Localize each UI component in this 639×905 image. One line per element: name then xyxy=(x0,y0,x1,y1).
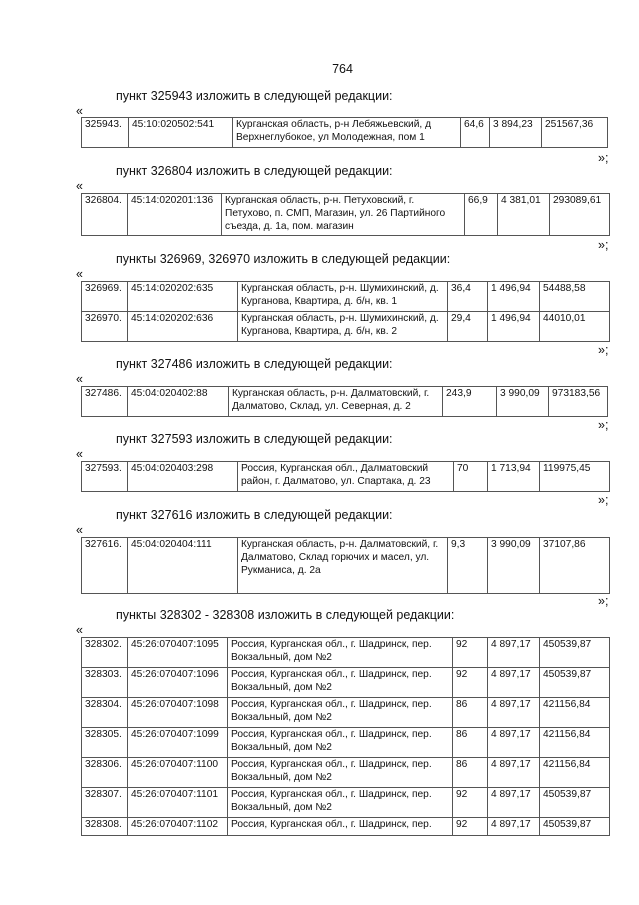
open-quote: « xyxy=(76,267,83,281)
cell-address: Россия, Курганская обл., г. Шадринск, пер. Вокзальный, дом №2 xyxy=(228,698,453,728)
close-quote: »; xyxy=(598,343,609,357)
cell-rate: 3 990,09 xyxy=(488,538,540,594)
cell-value: 44010,01 xyxy=(540,312,610,342)
cell-number: 326970. xyxy=(82,312,128,342)
cell-value: 37107,86 xyxy=(540,538,610,594)
cell-number: 326969. xyxy=(82,282,128,312)
cell-area: 92 xyxy=(453,818,488,836)
cell-rate: 1 496,94 xyxy=(488,282,540,312)
cell-value: 421156,84 xyxy=(540,728,610,758)
cell-area: 86 xyxy=(453,758,488,788)
cell-address: Курганская область, р-н. Далматовский, г. Далматово, Склад, ул. Северная, д. 2 xyxy=(229,387,443,417)
cell-address: Россия, Курганская обл., г. Шадринск, пер. Вокзальный, дом №2 xyxy=(228,788,453,818)
open-quote: « xyxy=(76,372,83,386)
cell-value: 421156,84 xyxy=(540,758,610,788)
table-row xyxy=(82,758,610,788)
close-quote: »; xyxy=(598,493,609,507)
registry-table xyxy=(81,117,608,148)
cell-address: Россия, Курганская обл., г. Шадринск, пер. xyxy=(228,818,453,836)
registry-table xyxy=(81,386,608,417)
cell-rate: 4 897,17 xyxy=(488,788,540,818)
cell-number: 327593. xyxy=(82,462,128,492)
cell-value: 450539,87 xyxy=(540,668,610,698)
cell-number: 328305. xyxy=(82,728,128,758)
open-quote: « xyxy=(76,447,83,461)
cell-number: 328303. xyxy=(82,668,128,698)
table-row xyxy=(82,538,610,594)
cell-number: 326804. xyxy=(82,194,128,236)
table-row xyxy=(82,387,608,417)
cell-value: 450539,87 xyxy=(540,818,610,836)
cell-address: Россия, Курганская обл., Далматовский район, г. Далматово, ул. Спартака, д. 23 xyxy=(238,462,454,492)
cell-number: 328307. xyxy=(82,788,128,818)
cell-cadastral: 45:26:070407:1098 xyxy=(128,698,228,728)
cell-area: 243,9 xyxy=(443,387,497,417)
cell-value: 119975,45 xyxy=(540,462,610,492)
table-row xyxy=(82,728,610,758)
cell-area: 9,3 xyxy=(448,538,488,594)
cell-address: Курганская область, р-н Лебяжьевский, д Верхнеглубокое, ул Молодежная, пом 1 xyxy=(233,118,461,148)
table-row xyxy=(82,118,608,148)
table-row xyxy=(82,818,610,836)
close-quote: »; xyxy=(598,151,609,165)
registry-table xyxy=(81,637,610,836)
cell-rate: 3 990,09 xyxy=(497,387,549,417)
section-heading: пункт 327486 изложить в следующей редакции: xyxy=(116,357,393,371)
cell-rate: 3 894,23 xyxy=(490,118,542,148)
cell-value: 450539,87 xyxy=(540,788,610,818)
cell-value: 54488,58 xyxy=(540,282,610,312)
table-row xyxy=(82,788,610,818)
cell-rate: 4 897,17 xyxy=(488,638,540,668)
cell-area: 92 xyxy=(453,668,488,698)
cell-cadastral: 45:04:020402:88 xyxy=(128,387,229,417)
table-row xyxy=(82,194,610,236)
open-quote: « xyxy=(76,523,83,537)
cell-rate: 1 713,94 xyxy=(488,462,540,492)
registry-table xyxy=(81,461,610,492)
table-row xyxy=(82,698,610,728)
cell-cadastral: 45:26:070407:1100 xyxy=(128,758,228,788)
cell-rate: 4 897,17 xyxy=(488,758,540,788)
cell-number: 325943. xyxy=(82,118,129,148)
cell-area: 29,4 xyxy=(448,312,488,342)
registry-table xyxy=(81,193,610,236)
cell-address: Курганская область, р-н. Далматовский, г. Далматово, Склад горючих и масел, ул. Рукманиса, д. 2а xyxy=(238,538,448,594)
section-heading: пункт 327616 изложить в следующей редакции: xyxy=(116,508,393,522)
cell-address: Курганская область, р-н. Петуховский, г. Петухово, п. СМП, Магазин, ул. 26 Партийного съезда, д. 1а, пом. магазин xyxy=(222,194,465,236)
open-quote: « xyxy=(76,623,83,637)
cell-number: 328304. xyxy=(82,698,128,728)
cell-rate: 1 496,94 xyxy=(488,312,540,342)
cell-cadastral: 45:04:020404:111 xyxy=(128,538,238,594)
cell-value: 293089,61 xyxy=(550,194,610,236)
cell-area: 66,9 xyxy=(465,194,498,236)
cell-number: 327486. xyxy=(82,387,128,417)
registry-table xyxy=(81,281,610,342)
cell-rate: 4 897,17 xyxy=(488,818,540,836)
cell-rate: 4 381,01 xyxy=(498,194,550,236)
close-quote: »; xyxy=(598,238,609,252)
cell-area: 64,6 xyxy=(461,118,490,148)
table-row xyxy=(82,668,610,698)
cell-address: Курганская область, р-н. Шумихинский, д. Курганова, Квартира, д. б/н, кв. 1 xyxy=(238,282,448,312)
cell-address: Россия, Курганская обл., г. Шадринск, пер. Вокзальный, дом №2 xyxy=(228,758,453,788)
cell-number: 328306. xyxy=(82,758,128,788)
cell-value: 973183,56 xyxy=(549,387,608,417)
cell-cadastral: 45:26:070407:1095 xyxy=(128,638,228,668)
cell-number: 328302. xyxy=(82,638,128,668)
cell-area: 92 xyxy=(453,788,488,818)
cell-cadastral: 45:26:070407:1096 xyxy=(128,668,228,698)
cell-cadastral: 45:14:020201:136 xyxy=(128,194,222,236)
section-heading: пункт 327593 изложить в следующей редакции: xyxy=(116,432,393,446)
cell-cadastral: 45:26:070407:1099 xyxy=(128,728,228,758)
cell-cadastral: 45:04:020403:298 xyxy=(128,462,238,492)
cell-address: Россия, Курганская обл., г. Шадринск, пер. Вокзальный, дом №2 xyxy=(228,728,453,758)
cell-area: 86 xyxy=(453,728,488,758)
cell-cadastral: 45:10:020502:541 xyxy=(129,118,233,148)
section-heading: пункт 325943 изложить в следующей редакции: xyxy=(116,89,393,103)
page-number: 764 xyxy=(332,62,353,76)
cell-rate: 4 897,17 xyxy=(488,668,540,698)
cell-cadastral: 45:26:070407:1101 xyxy=(128,788,228,818)
cell-cadastral: 45:26:070407:1102 xyxy=(128,818,228,836)
cell-cadastral: 45:14:020202:635 xyxy=(128,282,238,312)
cell-address: Курганская область, р-н. Шумихинский, д. Курганова, Квартира, д. б/н, кв. 2 xyxy=(238,312,448,342)
cell-cadastral: 45:14:020202:636 xyxy=(128,312,238,342)
cell-number: 328308. xyxy=(82,818,128,836)
section-heading: пункты 328302 - 328308 изложить в следующей редакции: xyxy=(116,608,455,622)
cell-value: 251567,36 xyxy=(542,118,608,148)
table-row xyxy=(82,282,610,312)
cell-area: 70 xyxy=(454,462,488,492)
registry-table xyxy=(81,537,610,594)
section-heading: пункты 326969, 326970 изложить в следующей редакции: xyxy=(116,252,451,266)
cell-address: Россия, Курганская обл., г. Шадринск, пер. Вокзальный, дом №2 xyxy=(228,668,453,698)
cell-area: 86 xyxy=(453,698,488,728)
cell-value: 421156,84 xyxy=(540,698,610,728)
close-quote: »; xyxy=(598,418,609,432)
table-row xyxy=(82,312,610,342)
cell-value: 450539,87 xyxy=(540,638,610,668)
close-quote: »; xyxy=(598,594,609,608)
cell-area: 36,4 xyxy=(448,282,488,312)
table-row xyxy=(82,462,610,492)
cell-rate: 4 897,17 xyxy=(488,698,540,728)
cell-number: 327616. xyxy=(82,538,128,594)
open-quote: « xyxy=(76,179,83,193)
table-row xyxy=(82,638,610,668)
cell-area: 92 xyxy=(453,638,488,668)
cell-rate: 4 897,17 xyxy=(488,728,540,758)
open-quote: « xyxy=(76,104,83,118)
section-heading: пункт 326804 изложить в следующей редакции: xyxy=(116,164,393,178)
cell-address: Россия, Курганская обл., г. Шадринск, пер. Вокзальный, дом №2 xyxy=(228,638,453,668)
